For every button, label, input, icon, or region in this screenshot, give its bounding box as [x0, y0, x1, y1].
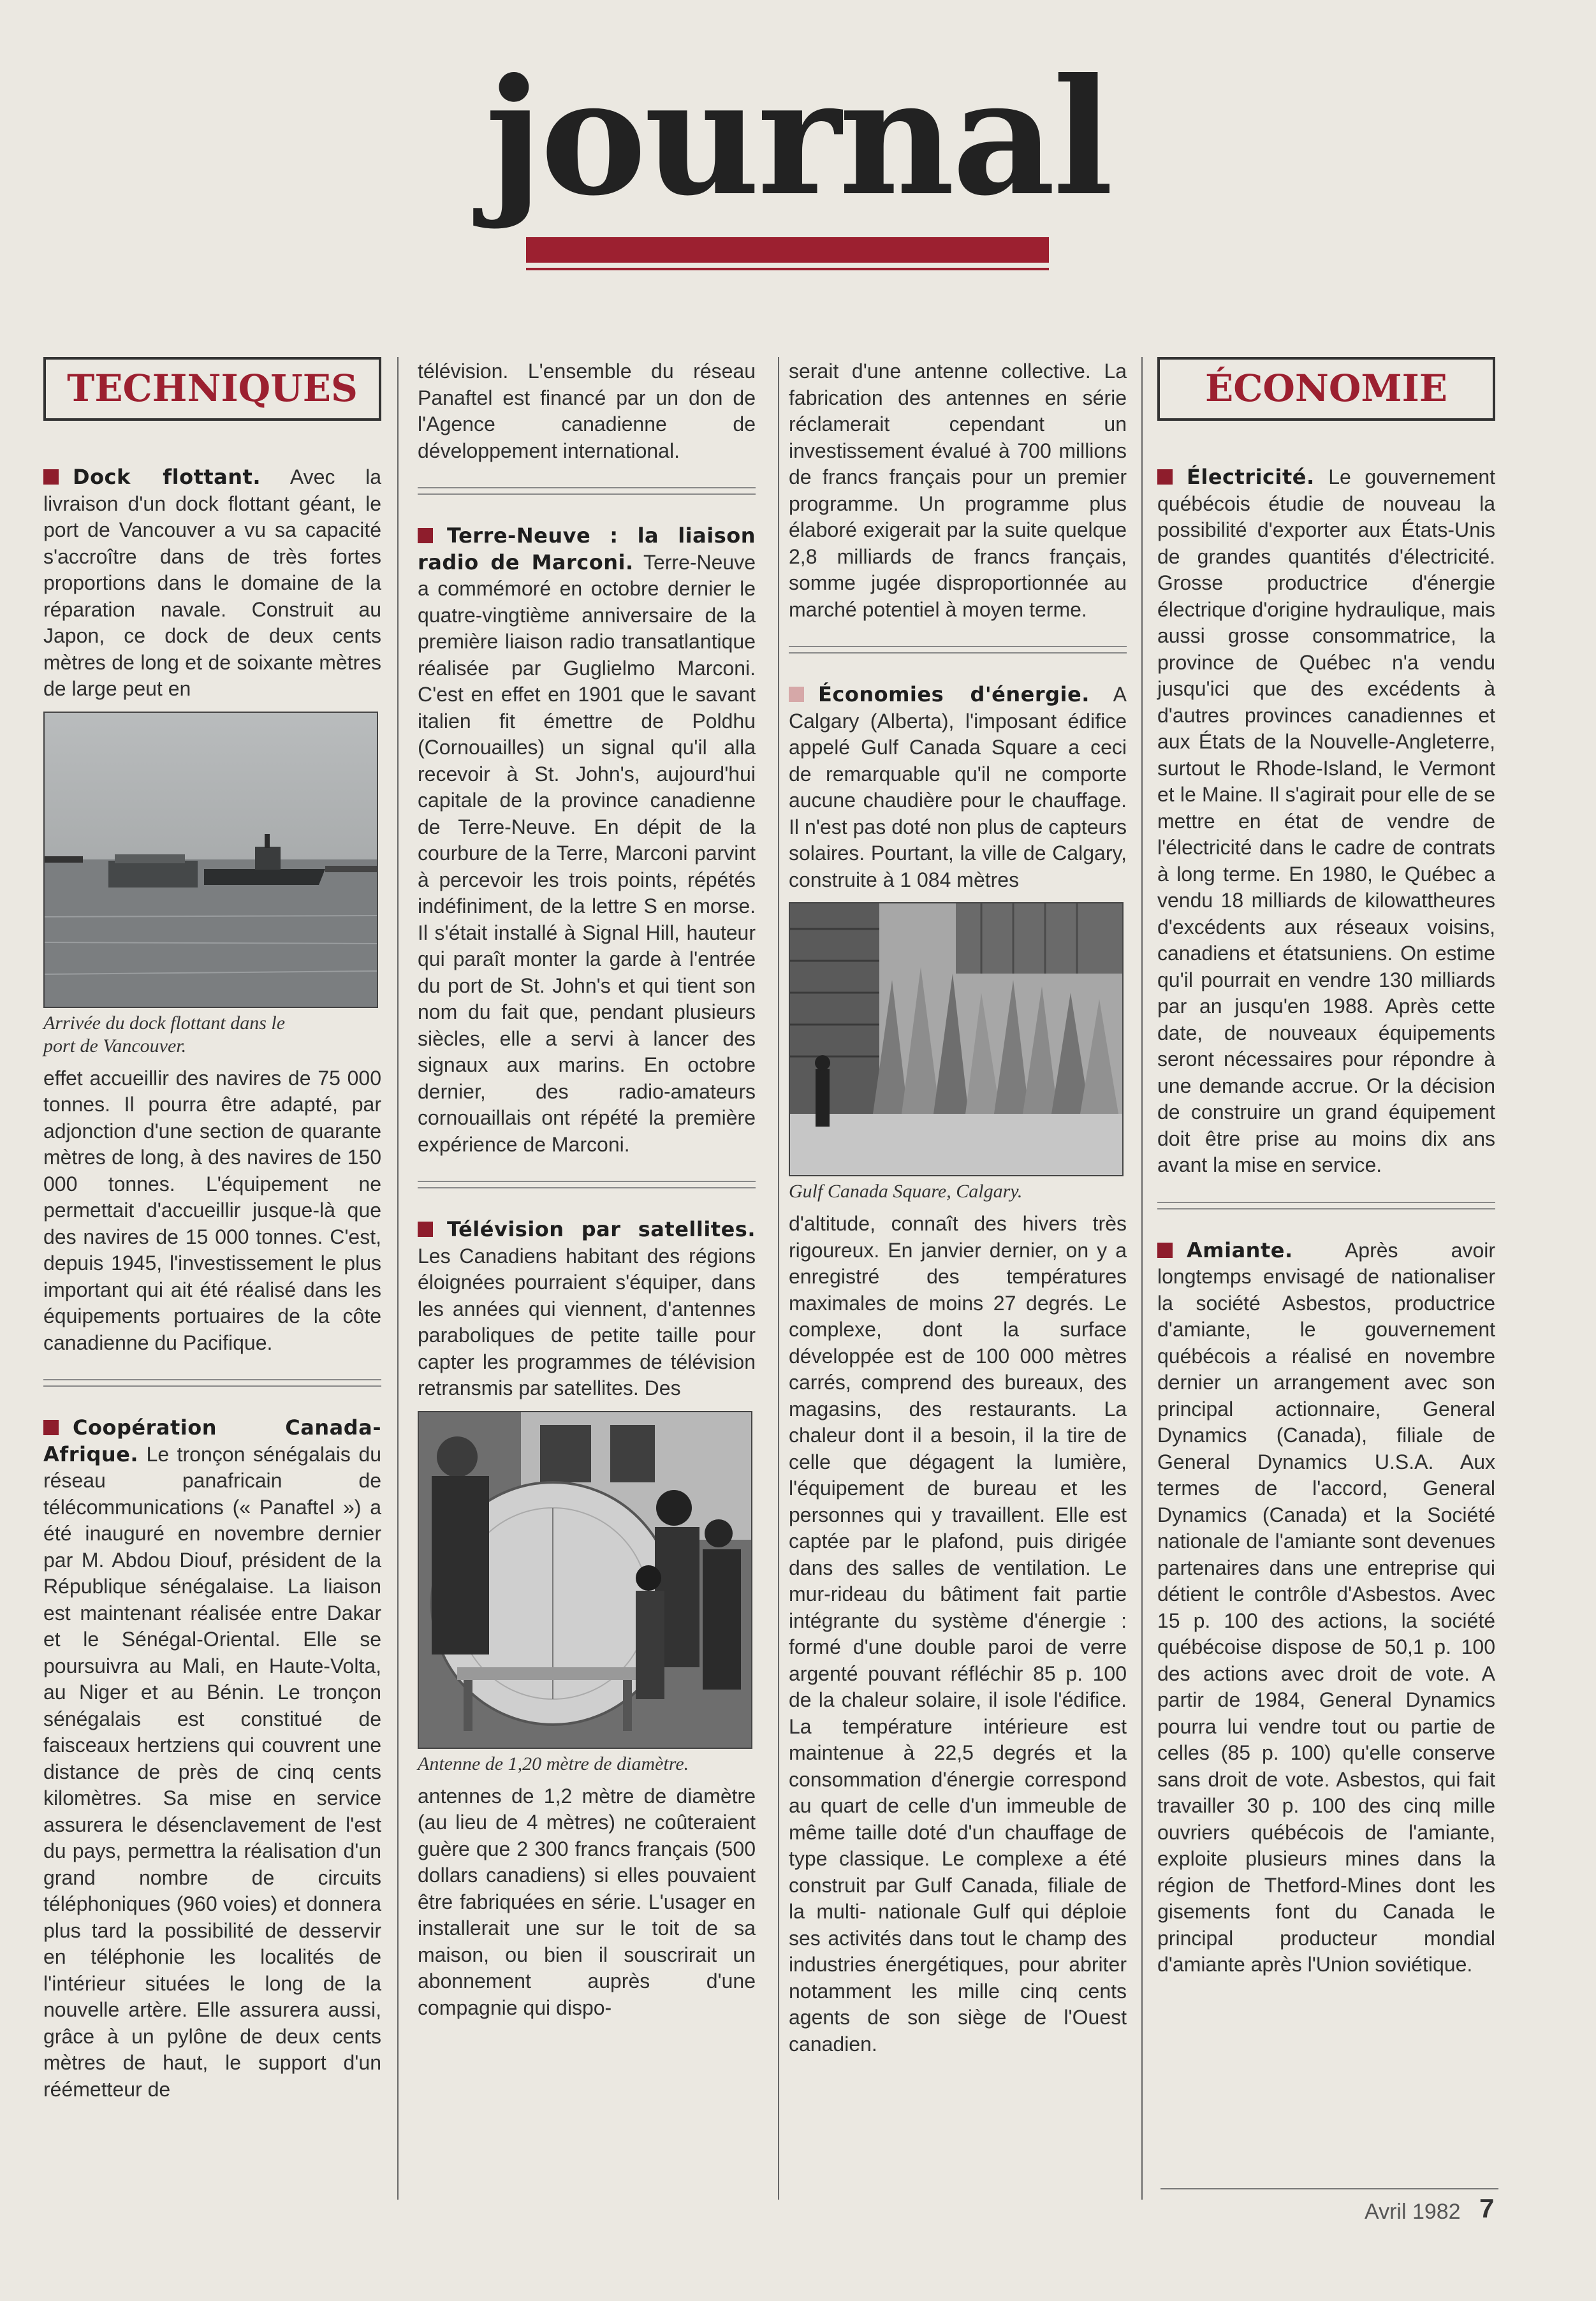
article-heading: Télévision par satellites. — [447, 1217, 756, 1241]
article-separator — [418, 487, 756, 495]
bullet-icon — [43, 469, 59, 485]
article-marconi — [418, 523, 756, 1158]
article-dock — [43, 464, 381, 703]
photo-caption: Antenne de 1,20 mètre de diamètre. — [418, 1753, 689, 1774]
article-separator — [418, 1181, 756, 1188]
article-amiante — [1157, 1238, 1495, 1978]
article-heading: Dock flottant. — [73, 465, 261, 489]
column-rule — [778, 357, 779, 2200]
article-text-cont: antennes de 1,2 mètre de diamètre (au lieu de 4 mètres) ne coûteraient guère que 2 300 francs français (500 dollars canadiens) si elles pouvaient être fabriquées en série. L'usager en installerait une sur le toit de sa maison, ou bien il souscrirait un abonnement auprès d'une compagnie qui dispo- — [418, 1784, 756, 2019]
page-number: 7 — [1479, 2193, 1495, 2223]
article-text: Le tronçon sénégalais du réseau panafricain de télécommunications (« Panaftel ») a été inauguré en novembre dernier par M. Abdou Diouf, président de la République sénégalaise. La liaison est maintenant réalisée entre Dakar et le Sénégal-Oriental. Elle se poursuivra au Mali, en Haute-Volta, au Niger et au Bénin. Le tronçon sénégalais est constitué de faisceaux hertziens qui couvrent une distance de près de cinq cents kilomètres. Sa mise en service assurera le désenclavement de l'est du pays, permettra la réalisation d'un grand nombre de circuits téléphoniques (960 voies) et donnera plus tard la possibilité de desservir en téléphonie les localités de l'intérieur situées le long de la nouvelle artère. Elle assurera aussi, grâce à un pylône de deux cents mètres de haut, le support d'un réémetteur de — [43, 1442, 382, 2101]
building-illustration — [790, 903, 1122, 1175]
article-separator — [1157, 1202, 1495, 1209]
article-text-cont: télévision. L'ensemble du réseau Panaftel est financé par un don de l'Agence canadienne de développement international. — [418, 360, 756, 462]
article-separator — [43, 1379, 381, 1387]
photo-gulf-canada-square — [789, 902, 1124, 1176]
article-text-cont: effet accueillir des navires de 75 000 tonnes. Il pourra être adapté, par adjonction d'une section de quarante mètres de long, à des navires de 150 000 tonnes. L'équipement ne permettait d'accueillir jusque-là que des navires de 15 000 tonnes. C'est, depuis 1945, l'investissement le plus important qui ait été réalisé dans les équipements portuaires de la côte canadienne du Pacifique. — [43, 1066, 381, 1354]
article-text: A Calgary (Alberta), l'imposant édifice appelé Gulf Canada Square a ceci de remarquable qu'il ne comporte aucune chaudière pour le chauffage. Il n'est pas doté non plus de capteurs solaires. Pourtant, la ville de Calgary, construite à 1 084 mètres — [789, 683, 1127, 891]
section-label-economie: ÉCONOMIE — [1157, 357, 1495, 421]
article-text: Le gouvernement québécois étudie de nouveau la possibilité d'exporter aux États-Unis de grandes quantités d'électricité. Grosse productrice d'énergie électrique d'origine hydraulique, mais aussi grosse consommatrice, la province de Québec n'a vendu jusqu'ici que des excédents à d'autres provinces canadiennes et aux États de la Nouvelle-Angleterre, surtout le Rhode-Island, le Vermont et le Maine. Il s'agirait pour elle de se mettre en état de vendre de l'électricité dans le cadre de contrats à long terme. En 1980, le Québec a vendu 18 milliards de kilowattheures d'excédents aux réseaux voisins, canadiens et étatsuniens. On estime qu'il pourrait en vendre 130 milliards par an jusqu'en 1988. Après cette date, de nouveaux équipements seront nécessaires pour répondre à une demande accrue. Or la décision de construire un grand équipement doit être prise au moins dix ans avant la mise en service. — [1157, 465, 1495, 1176]
article-text: Terre-Neuve a commémoré en octobre dernier le quatre-vingtième anniversaire de la première liaison radio transatlantique réalisée par Guglielmo Marconi. C'est en effet en 1901 que le savant italien fit émettre de Poldhu (Cornouailles) un signal qu'il alla recevoir à St. John's, aujourd'hui capitale de la province canadienne de Terre-Neuve. En dépit de la courbure de la Terre, Marconi parvint à percevoir les trois points, répétés indéfiniment, de la lettre S en morse. Il s'était installé à Signal Hill, hauteur qui paraît monter la garde à l'entrée du port de St. John's et qui tient son nom du fait que, pendant plusieurs siècles, elle a servi à lancer des signaux aux marins. En octobre dernier, des radio-amateurs cornouaillais ont répété la première expérience de Marconi. — [418, 550, 756, 1156]
issue-date: Avril 1982 — [1365, 2200, 1461, 2224]
article-energie — [789, 682, 1127, 893]
article-text: Les Canadiens habitant des régions éloignées pourraient s'équiper, dans les années qui viennent, d'antennes paraboliques de petite taille pour capter les programmes de télévision retransmis par satellites. Des — [418, 1244, 756, 1399]
masthead-rule — [526, 268, 1049, 270]
bullet-icon — [789, 687, 804, 702]
column-rule — [1141, 357, 1143, 2200]
photo-dock — [43, 712, 378, 1008]
footer-rule — [1160, 2188, 1498, 2189]
bullet-icon — [43, 1420, 59, 1435]
photo-antenna — [418, 1411, 752, 1749]
article-text-cont: d'altitude, connaît des hivers très rigoureux. En janvier dernier, on y a enregistré des températures maximales de moins 27 degrés. Le complexe, dont la surface développée est de 100 000 mètres carrés, comprend des bureaux, des magasins, des restaurants. La chaleur dont il a besoin, il la tire de celle que dégagent la lumière, l'équipement de bureau et les personnes qui y travaillent. Elle est captée par le plafond, puis dirigée dans des salles de ventilation. Le mur-rideau du bâtiment fait partie intégrante du système d'énergie : formé d'une double paroi de verre argenté pouvant réfléchir 85 p. 100 de la chaleur solaire, il isole l'édifice. La température intérieure est maintenue à 22,5 degrés et la consommation d'énergie correspond au quart de celle d'un immeuble de même taille doté d'un chauffage de type classique. Le complexe a été construit par Gulf Canada, filiale de la multi- nationale Gulf qui déploie ses activités dans tout le champ des industries énergétiques, pour abriter notamment les mille cinq cents agents de son siège de l'Ouest canadien. — [789, 1212, 1127, 2056]
dock-illustration — [45, 713, 377, 1007]
column-4 — [1157, 357, 1495, 1978]
bullet-icon — [418, 528, 433, 543]
bullet-icon — [418, 1222, 433, 1237]
article-text-cont: serait d'une antenne collective. La fabrication des antennes en série réclamerait cependant un investissement évalué à 700 millions de francs français pour un premier programme. Un programme plus élaboré exigerait par la suite quelque 2,8 milliards de francs français, somme jugée disproportionnée au marché potentiel à moyen terme. — [789, 360, 1127, 621]
column-3 — [789, 358, 1127, 2057]
masthead-title: journal — [485, 43, 1111, 231]
photo-caption: Arrivée du dock flottant dans le port de Vancouver. — [43, 1012, 286, 1056]
article-heading: Terre-Neuve : la liaison radio de Marconi. — [418, 523, 756, 574]
article-heading: Coopération Canada-Afrique. — [43, 1415, 381, 1466]
article-separator — [789, 646, 1127, 654]
column-rule — [397, 357, 399, 2200]
article-text: Avec la livraison d'un dock flottant géant, le port de Vancouver a vu sa capacité s'accroître dans de très fortes proportions dans le domaine de la réparation navale. Construit au Japon, ce dock de deux cents mètres de long et de soixante mètres de large peut en — [43, 465, 382, 700]
article-text: Après avoir longtemps envisagé de nationaliser la société Asbestos, productrice d'amiante, le gouvernement québécois a réalisé en novembre dernier un arrangement avec son principal actionnaire, General Dynamics (Canada), filiale de General Dynamics U.S.A. Aux termes de l'accord, General Dynamics (Canada) et la Société nationale de l'amiante sont devenues partenaires dans une entreprise qui détient le contrôle d'Asbestos. Avec 15 p. 100 des actions, la société québécoise dispose de 50,1 p. 100 des actions avec droit de vote. A partir de 1984, General Dynamics pourra lui vendre tout ou partie de celles (85 p. 100) qu'elle conserve sans droit de vote. Asbestos, qui fait travailler 30 p. 100 des cinq mille ouvriers québécois de l'amiante, exploite plusieurs mines dans la région de Thetford-Mines dont les gisements font du Canada le principal producteur mondial d'amiante après l'Union soviétique. — [1157, 1238, 1496, 1976]
antenna-illustration — [419, 1412, 751, 1748]
article-heading: Amiante. — [1187, 1238, 1293, 1262]
column-2 — [418, 358, 756, 2021]
bullet-icon — [1157, 1243, 1173, 1258]
photo-caption: Gulf Canada Square, Calgary. — [789, 1181, 1023, 1202]
column-1 — [43, 357, 381, 2103]
article-heading: Économies d'énergie. — [818, 682, 1090, 706]
article-heading: Électricité. — [1187, 465, 1315, 489]
bullet-icon — [1157, 469, 1173, 485]
article-cooperation — [43, 1415, 381, 2103]
masthead-bar — [526, 237, 1049, 263]
section-label-techniques: TECHNIQUES — [43, 357, 381, 421]
article-television — [418, 1216, 756, 1402]
article-electricite — [1157, 464, 1495, 1179]
